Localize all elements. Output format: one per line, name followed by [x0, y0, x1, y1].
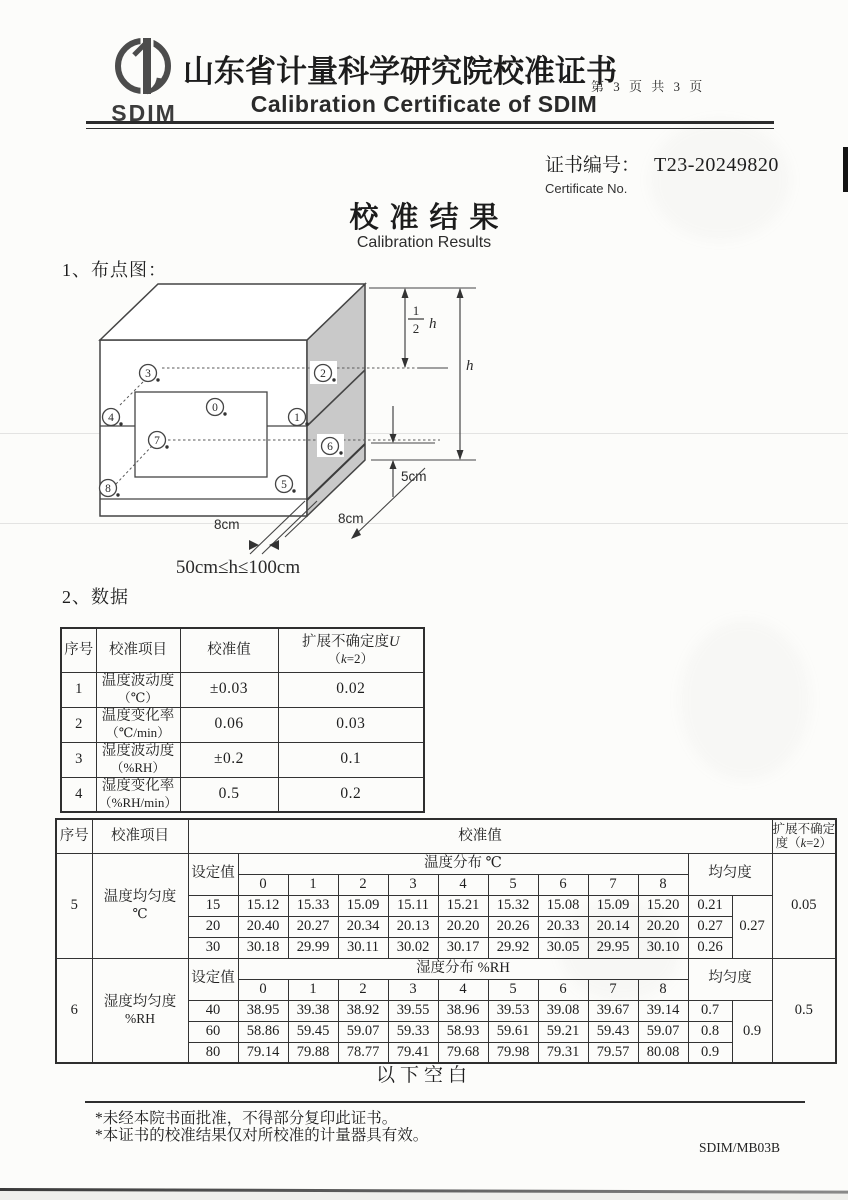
t1-item — [96, 742, 180, 777]
layout-diagram — [88, 274, 488, 580]
t2-cell: 59.33 — [388, 1021, 438, 1042]
arrowhead-icon — [402, 358, 409, 368]
measurement-point-2 — [310, 361, 337, 384]
t2-col-index: 1 — [288, 874, 338, 895]
t2-cell: 15.09 — [588, 895, 638, 916]
t1-uncertainty: 0.2 — [278, 777, 424, 812]
t2-cell: 20.14 — [588, 916, 638, 937]
t1-item-name: 湿度波动度 — [101, 743, 175, 760]
t2-cell: 15.12 — [238, 895, 288, 916]
table-row — [61, 707, 424, 742]
t1-item-name: 温度波动度 — [101, 673, 175, 690]
t1-uncertainty: 0.1 — [278, 742, 424, 777]
svg-text:4: 4 — [108, 412, 114, 424]
t2-cell: 39.55 — [388, 1000, 438, 1021]
t2-cell: 30.11 — [338, 937, 388, 958]
t1-no: 3 — [61, 742, 96, 777]
certificate-title-cn: 山东省计量科学研究院校准证书 — [183, 54, 617, 89]
section-1-heading: 1、布点图： — [62, 260, 167, 280]
half-h-variable: h — [429, 316, 437, 332]
t1-header-uncertainty — [278, 628, 424, 672]
t2-set-value: 20 — [188, 916, 238, 937]
t2-row-uniformity: 0.9 — [688, 1042, 732, 1063]
t2-cell: 79.14 — [238, 1042, 288, 1063]
t2-no: 5 — [56, 853, 92, 958]
t1-item-name: 温度变化率 — [101, 708, 175, 725]
t2-cell: 20.33 — [538, 916, 588, 937]
svg-text:0: 0 — [212, 402, 218, 414]
bottom-edge-extension — [285, 516, 307, 537]
scan-right-edge-mark — [843, 147, 848, 192]
measurement-point-6 — [317, 434, 344, 457]
arrowhead-icon — [457, 288, 464, 298]
t2-item — [92, 853, 188, 958]
t2-cell: 79.88 — [288, 1042, 338, 1063]
t2-overall-uniformity: 0.27 — [732, 895, 772, 958]
table-row — [56, 853, 836, 874]
svg-text:8: 8 — [105, 483, 111, 495]
t2-cell: 39.53 — [488, 1000, 538, 1021]
t2-uniformity-label: 均匀度 — [688, 958, 772, 1000]
sdim-logo-icon — [106, 36, 182, 98]
arrowhead-icon — [390, 460, 397, 469]
table-row — [61, 777, 424, 812]
t2-cell: 20.27 — [288, 916, 338, 937]
t2-cell: 20.20 — [638, 916, 688, 937]
t1-item — [96, 777, 180, 812]
t2-set-label: 设定值 — [188, 853, 238, 895]
t1-item — [96, 707, 180, 742]
t2-item-unit: ℃ — [132, 906, 148, 922]
t2-header-item: 校准项目 — [92, 819, 188, 853]
svg-text:7: 7 — [154, 435, 160, 447]
t2-cell: 79.41 — [388, 1042, 438, 1063]
t2-set-value: 40 — [188, 1000, 238, 1021]
t2-cell: 38.95 — [238, 1000, 288, 1021]
t1-u-k-var: k — [340, 651, 347, 667]
t2-cell: 29.99 — [288, 937, 338, 958]
t2-set-value: 60 — [188, 1021, 238, 1042]
t2-cell: 59.61 — [488, 1021, 538, 1042]
t2-header-value: 校准值 — [188, 819, 772, 853]
t2-cell: 79.57 — [588, 1042, 638, 1063]
t2-cell: 30.10 — [638, 937, 688, 958]
form-code: SDIM/MB03B — [699, 1140, 781, 1155]
t2-col-index: 3 — [388, 874, 438, 895]
header-rule — [86, 121, 774, 129]
t2-set-value: 15 — [188, 895, 238, 916]
t2-cell: 15.09 — [338, 895, 388, 916]
t1-uncertainty: 0.02 — [278, 672, 424, 707]
t2-col-index: 7 — [588, 979, 638, 1000]
t1-value: 0.06 — [180, 707, 278, 742]
t2-cell: 20.20 — [438, 916, 488, 937]
dim-5cm-label: 5cm — [401, 469, 427, 484]
t2-cell: 15.32 — [488, 895, 538, 916]
t2-overall-uniformity: 0.9 — [732, 1000, 772, 1063]
t1-item-unit: （%RH/min） — [98, 795, 178, 811]
half-h-numerator: 1 — [412, 303, 420, 318]
t1-no: 2 — [61, 707, 96, 742]
t1-value: ±0.2 — [180, 742, 278, 777]
svg-text:6: 6 — [327, 441, 333, 453]
t2-cell: 15.08 — [538, 895, 588, 916]
section-2-heading: 2、数据 — [62, 587, 129, 607]
uniformity-table — [55, 818, 837, 1064]
t2-col-index: 5 — [488, 874, 538, 895]
half-h-denominator: 2 — [412, 321, 420, 336]
t2-u-k: k — [800, 836, 807, 851]
t1-value: 0.5 — [180, 777, 278, 812]
t2-cell: 20.13 — [388, 916, 438, 937]
t2-row-uniformity: 0.26 — [688, 937, 732, 958]
t2-cell: 29.92 — [488, 937, 538, 958]
footer-note-1: *未经本院书面批准，不得部分复印此证书。 — [95, 1110, 398, 1127]
t1-header-no: 序号 — [61, 628, 96, 672]
t2-col-index: 8 — [638, 874, 688, 895]
t2-cell: 58.93 — [438, 1021, 488, 1042]
diagram-caption: 50cm≤h≤100cm — [175, 557, 301, 578]
blank-below-note: 以下空白 — [375, 1065, 472, 1086]
t2-cell: 15.20 — [638, 895, 688, 916]
t2-uniformity-label: 均匀度 — [688, 853, 772, 895]
t2-cell: 39.08 — [538, 1000, 588, 1021]
t2-item-name: 湿度均匀度 — [103, 993, 177, 1010]
svg-text:1: 1 — [294, 412, 300, 424]
table-row — [56, 958, 836, 979]
t2-row-uniformity: 0.27 — [688, 916, 732, 937]
t2-cell: 39.67 — [588, 1000, 638, 1021]
t2-cell: 30.02 — [388, 937, 438, 958]
t1-u-k-pre: （ — [327, 651, 341, 667]
footer-note-2: *本证书的校准结果仅对所校准的计量器具有效。 — [95, 1127, 429, 1144]
t1-item — [96, 672, 180, 707]
t2-cell: 39.38 — [288, 1000, 338, 1021]
t2-set-label: 设定值 — [188, 958, 238, 1000]
t2-cell: 59.43 — [588, 1021, 638, 1042]
dim-8cm-right-label: 8cm — [338, 511, 364, 526]
logo-text: SDIM — [111, 100, 177, 126]
t2-u-line1: 扩展不确定 — [772, 821, 836, 836]
arrowhead-icon — [249, 540, 259, 550]
table-row — [61, 672, 424, 707]
arrowhead-icon — [351, 528, 361, 539]
t2-col-index: 6 — [538, 979, 588, 1000]
t1-header-item: 校准项目 — [96, 628, 180, 672]
t2-cell: 79.68 — [438, 1042, 488, 1063]
t2-cell: 39.14 — [638, 1000, 688, 1021]
t1-u-var: U — [389, 634, 400, 651]
t2-cell: 59.21 — [538, 1021, 588, 1042]
summary-table — [60, 627, 425, 813]
svg-text:3: 3 — [145, 368, 151, 380]
cert-no-label-cn: 证书编号： — [545, 155, 641, 176]
t2-col-index: 7 — [588, 874, 638, 895]
t2-row-uniformity: 0.21 — [688, 895, 732, 916]
t1-u-k-post: =2） — [346, 651, 374, 667]
results-title-en: Calibration Results — [356, 234, 492, 251]
t2-item-name: 温度均匀度 — [103, 888, 177, 905]
t2-cell: 15.33 — [288, 895, 338, 916]
t1-item-name: 湿度变化率 — [101, 778, 175, 795]
t2-col-index: 8 — [638, 979, 688, 1000]
t2-cell: 30.17 — [438, 937, 488, 958]
page-number: 第 3 页 共 3 页 — [591, 79, 706, 94]
t1-no: 1 — [61, 672, 96, 707]
t2-cell: 15.21 — [438, 895, 488, 916]
t2-expanded-uncertainty: 0.05 — [772, 853, 836, 958]
svg-text:2: 2 — [320, 368, 326, 380]
t2-set-value: 80 — [188, 1042, 238, 1063]
t2-header-uncertainty — [772, 819, 836, 853]
certificate-number-block — [545, 150, 779, 196]
t2-cell: 38.92 — [338, 1000, 388, 1021]
t2-dist-label: 温度分布 ℃ — [238, 853, 688, 874]
t2-col-index: 0 — [238, 979, 288, 1000]
t2-set-value: 30 — [188, 937, 238, 958]
arrowhead-icon — [390, 434, 397, 443]
t2-expanded-uncertainty: 0.5 — [772, 958, 836, 1063]
certificate-title-en: Calibration Certificate of SDIM — [250, 91, 598, 117]
t1-uncertainty: 0.03 — [278, 707, 424, 742]
t2-col-index: 4 — [438, 874, 488, 895]
arrowhead-icon — [457, 450, 464, 460]
t2-cell: 20.26 — [488, 916, 538, 937]
svg-text:5: 5 — [281, 479, 287, 491]
t2-cell: 20.40 — [238, 916, 288, 937]
t2-col-index: 4 — [438, 979, 488, 1000]
arrowhead-icon — [269, 540, 279, 550]
t2-header-no: 序号 — [56, 819, 92, 853]
dim-8cm-right-line — [353, 468, 425, 537]
scan-blemish — [680, 620, 810, 780]
t2-cell: 29.95 — [588, 937, 638, 958]
t2-cell: 30.18 — [238, 937, 288, 958]
t2-cell: 59.07 — [638, 1021, 688, 1042]
t2-col-index: 3 — [388, 979, 438, 1000]
t2-col-index: 1 — [288, 979, 338, 1000]
t2-item-unit: %RH — [125, 1010, 155, 1026]
t2-cell: 59.45 — [288, 1021, 338, 1042]
t2-cell: 20.34 — [338, 916, 388, 937]
h-variable: h — [466, 358, 474, 374]
table-row — [61, 742, 424, 777]
dim-8cm-left-label: 8cm — [214, 517, 240, 532]
results-title-cn: 校准结果 — [349, 202, 510, 234]
t2-dist-label: 湿度分布 %RH — [238, 958, 688, 979]
t2-cell: 15.11 — [388, 895, 438, 916]
t2-col-index: 2 — [338, 874, 388, 895]
t2-cell: 59.07 — [338, 1021, 388, 1042]
t2-row-uniformity: 0.7 — [688, 1000, 732, 1021]
t2-col-index: 0 — [238, 874, 288, 895]
t2-cell: 78.77 — [338, 1042, 388, 1063]
t1-item-unit: （℃） — [117, 690, 159, 706]
t2-cell: 79.31 — [538, 1042, 588, 1063]
t2-col-index: 5 — [488, 979, 538, 1000]
t2-col-index: 6 — [538, 874, 588, 895]
footer-rule — [85, 1101, 805, 1103]
t1-item-unit: （℃/min） — [105, 725, 171, 741]
t2-cell: 80.08 — [638, 1042, 688, 1063]
t2-cell: 38.96 — [438, 1000, 488, 1021]
t1-header-value: 校准值 — [180, 628, 278, 672]
t2-row-uniformity: 0.8 — [688, 1021, 732, 1042]
t2-col-index: 2 — [338, 979, 388, 1000]
t1-item-unit: （%RH） — [110, 760, 166, 776]
t2-u-line2-pre: 度（ — [775, 836, 801, 851]
t2-item — [92, 958, 188, 1063]
t2-cell: 79.98 — [488, 1042, 538, 1063]
t1-no: 4 — [61, 777, 96, 812]
t1-u-prefix: 扩展不确定度 — [302, 634, 389, 651]
t2-cell: 58.86 — [238, 1021, 288, 1042]
t2-cell: 30.05 — [538, 937, 588, 958]
cert-no-label-en: Certificate No. — [545, 181, 628, 196]
arrowhead-icon — [402, 288, 409, 298]
t1-value: ±0.03 — [180, 672, 278, 707]
t2-no: 6 — [56, 958, 92, 1063]
t2-u-line2-post: =2） — [806, 836, 832, 851]
cert-no-value: T23-20249820 — [654, 154, 779, 176]
